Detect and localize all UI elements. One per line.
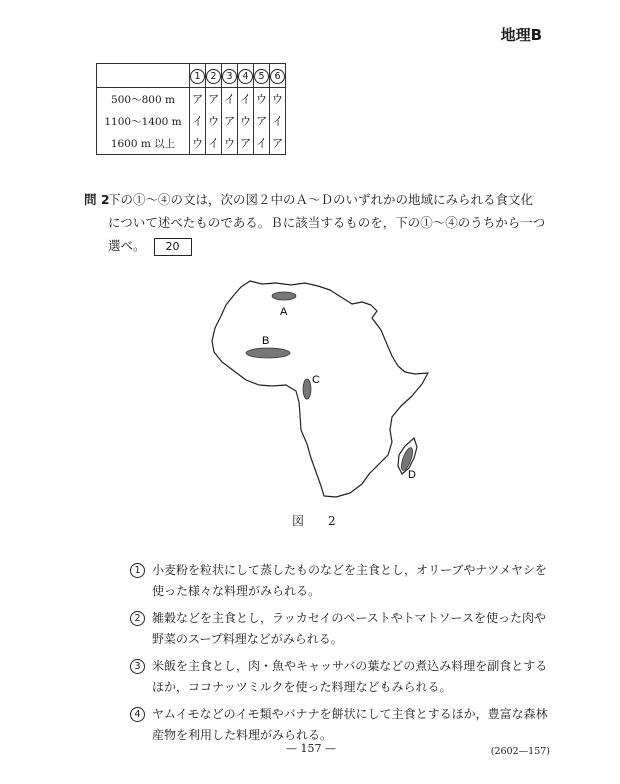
choice-number-icon: 4 bbox=[238, 69, 253, 84]
table-cell: ア bbox=[206, 88, 222, 111]
choice-text: 小麦粉を粒状にして蒸したものなどを主食とし，オリーブやナツメヤシを使った様々な料理がみられる。 bbox=[152, 563, 547, 598]
table-cell: ウ bbox=[190, 132, 206, 155]
page-code: (2602—157) bbox=[490, 746, 550, 757]
choice-number-icon: 2 bbox=[130, 611, 145, 626]
question-line-text: 選べ。 bbox=[108, 238, 146, 253]
figure-caption: 図 2 bbox=[292, 514, 342, 528]
choice-number-icon: 4 bbox=[130, 707, 145, 722]
choice-number-icon: 5 bbox=[254, 69, 269, 84]
table-cell: イ bbox=[238, 88, 254, 111]
table-cell: ア bbox=[190, 88, 206, 111]
africa-outline bbox=[212, 281, 428, 497]
table-cell: ア bbox=[254, 110, 270, 132]
subject-title: 地理B bbox=[500, 26, 542, 44]
choice-number-icon: 3 bbox=[130, 659, 145, 674]
choice-item bbox=[130, 608, 555, 650]
page-number: — 157 — bbox=[286, 742, 336, 755]
row-label: 500～800 m bbox=[97, 88, 190, 111]
row-label: 1600 m 以上 bbox=[97, 132, 190, 155]
table-cell: ア bbox=[270, 132, 286, 155]
table-cell: イ bbox=[254, 132, 270, 155]
question-line: 下の①～④の文は，次の図２中のＡ～Ｄのいずれかの地域にみられる食文化 bbox=[108, 192, 534, 207]
region-b-label: B bbox=[262, 335, 270, 347]
choice-item bbox=[130, 560, 555, 602]
choice-number-icon: 6 bbox=[270, 69, 285, 84]
answer-box: 20 bbox=[154, 238, 192, 256]
question-number: 問 2 bbox=[84, 192, 110, 207]
region-d-marker bbox=[399, 446, 415, 471]
region-a-marker bbox=[272, 292, 296, 300]
choice-number-icon: 3 bbox=[222, 69, 237, 84]
region-d-label: D bbox=[408, 469, 416, 481]
choice-number-icon: 1 bbox=[130, 563, 145, 578]
choice-item bbox=[130, 704, 555, 746]
table-cell: イ bbox=[270, 110, 286, 132]
table-cell: イ bbox=[206, 132, 222, 155]
choices-list bbox=[130, 560, 555, 752]
choice-number-icon: 2 bbox=[206, 69, 221, 84]
choice-text: ヤムイモなどのイモ類やバナナを餅状にして主食とするほか，豊富な森林産物を利用した料理がみられる。 bbox=[152, 707, 548, 742]
region-c-label: C bbox=[312, 374, 320, 386]
question-line: について述べたものである。Ｂに該当するものを，下の①～④のうちから一つ bbox=[108, 215, 546, 230]
table-cell: ア bbox=[222, 110, 238, 132]
table-cell: ウ bbox=[254, 88, 270, 111]
table-cell: ウ bbox=[206, 110, 222, 132]
table-cell: ウ bbox=[222, 132, 238, 155]
table-cell: ウ bbox=[238, 110, 254, 132]
table-cell: イ bbox=[222, 88, 238, 111]
row-label: 1100～1400 m bbox=[97, 110, 190, 132]
table-cell: ア bbox=[238, 132, 254, 155]
region-a-label: A bbox=[280, 306, 288, 318]
region-c-marker bbox=[303, 379, 311, 399]
choice-text: 雑穀などを主食とし，ラッカセイのペーストやトマトソースを使った肉や野菜のスープ料理などがみられる。 bbox=[152, 611, 546, 646]
region-b-marker bbox=[246, 348, 290, 358]
choice-item bbox=[130, 656, 555, 698]
choice-text: 米飯を主食とし，肉・魚やキャッサバの葉などの煮込み料理を副食とするほか，ココナッツミルクを使った料理などもみられる。 bbox=[152, 659, 548, 694]
choice-number-icon: 1 bbox=[190, 69, 205, 84]
table-cell: ウ bbox=[270, 88, 286, 111]
table-cell: イ bbox=[190, 110, 206, 132]
